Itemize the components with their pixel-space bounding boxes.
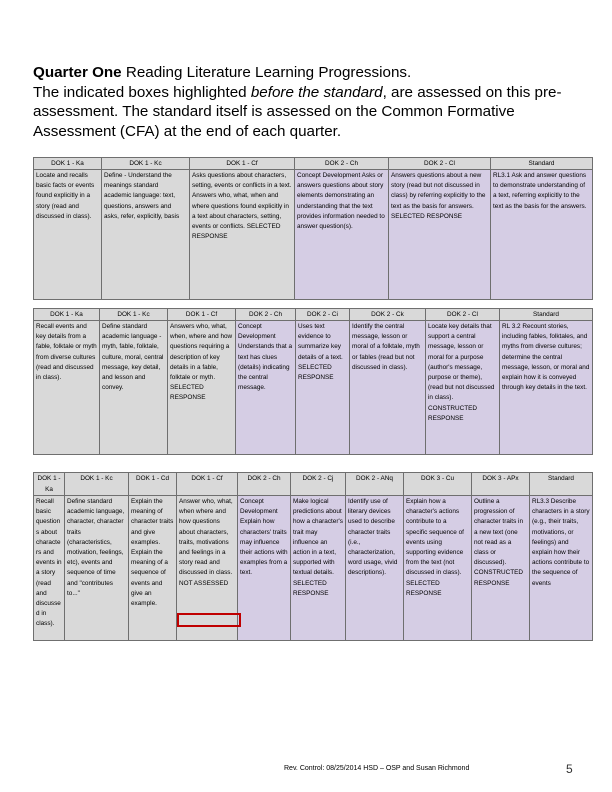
table-cell: Explain how a character's actions contribute to a specific sequence of events using supporting evidence from the text (not discussed in class). SELECTED RESPONSE <box>404 496 472 641</box>
column-header: DOK 1 - Cf <box>168 309 236 321</box>
column-header: Standard <box>500 309 593 321</box>
table-cell: Identify the central message, lesson or moral of a folktale, myth or fables (read but not discussed in class). <box>350 321 426 455</box>
table-cell: Locate and recalls basic facts or events found explicitly in a story (read and discussed in class). <box>34 170 102 300</box>
title-line-1 <box>33 63 583 83</box>
table-cell: Define standard academic language, character, character traits (characteristics, motivation, feelings, etc), events and sequence of time and "contributes to..." <box>65 496 129 641</box>
column-header: DOK 2 - Cj <box>291 473 346 496</box>
column-header: DOK 2 - Ch <box>238 473 291 496</box>
table-cell: Answers who, what, when, where and how questions requiring a description of key details in a fable, folktale or myth. SELECTED RESPONSE <box>168 321 236 455</box>
column-header: DOK 3 - APx <box>472 473 530 496</box>
column-header: DOK 1 - Kc <box>65 473 129 496</box>
column-header: DOK 1 - Cd <box>129 473 177 496</box>
column-header: DOK 2 - ANq <box>346 473 404 496</box>
title-line2-pre: The indicated boxes highlighted <box>33 83 251 101</box>
table-cell: Uses text evidence to summarize key details of a text. SELECTED RESPONSE <box>296 321 350 455</box>
table-cell: Asks questions about characters, setting, events or conflicts in a text. Answers who, what, when and where questions found explicitly in a text about characters, setting, events or conflicts. SELECTED RESPONSE <box>190 170 295 300</box>
progression-table-rl31 <box>33 157 593 300</box>
column-header: DOK 1 - Kc <box>102 158 190 170</box>
table-header-row <box>34 309 593 321</box>
table-cell: Locate key details that support a central message, lesson or moral for a purpose (author's message, purpose or theme), (read but not discussed in class). CONSTRUCTED RESPONSE <box>426 321 500 455</box>
title-line-3: assessment. The standard itself is assessed on the Common Formative <box>33 103 515 120</box>
column-header: DOK 2 - Cl <box>389 158 491 170</box>
table-cell: Answer who, what, when where and how questions about characters, traits, motivations and feelings in a story read and discussed in class. NOT ASSESSED <box>177 496 238 641</box>
column-header: DOK 3 - Cu <box>404 473 472 496</box>
title-quarter: Quarter One <box>33 64 122 81</box>
table-header-row <box>34 473 593 496</box>
table-cell: Concept Development Understands that a text has clues (details) indicating the central message. <box>236 321 296 455</box>
column-header: DOK 1 - Ka <box>34 309 100 321</box>
title-line-4: Assessment (CFA) at the end of each quarter. <box>33 122 342 140</box>
table-cell: Answers questions about a new story (read but not discussed in class) by referring explicitly to the text as the basis for answers. SELECTED RESPONSE <box>389 170 491 300</box>
title-line-2 <box>33 83 583 103</box>
column-header: DOK 1 - Cf <box>190 158 295 170</box>
column-header: Standard <box>530 473 593 496</box>
title-line2-emphasis: before the standard <box>250 83 383 101</box>
column-header: DOK 2 - Ch <box>295 158 389 170</box>
table-row <box>34 170 593 300</box>
column-header: DOK 2 - Ck <box>350 309 426 321</box>
progression-table-rl32 <box>33 308 593 455</box>
table-cell: Outline a progression of character traits in a new text (one not read as a class or discussed). CONSTRUCTED RESPONSE <box>472 496 530 641</box>
title-line1-rest: Reading Literature Learning Progressions. <box>121 64 412 81</box>
column-header: DOK 1 - Ka <box>34 158 102 170</box>
table-cell: Make logical predictions about how a character's trait may influence an action in a text, supported with textual details. SELECTED RESPONSE <box>291 496 346 641</box>
page-title <box>33 63 583 141</box>
table-cell: Explain the meaning of character traits and give examples. Explain the meaning of a sequence of events and give an example. <box>129 496 177 641</box>
table-cell: Define standard academic language - myth, fable, folktale, culture, moral, central message, key detail, and lesson and convey. <box>100 321 168 455</box>
progression-table-rl33 <box>33 472 593 641</box>
title-line2-post: , are assessed on this pre- <box>382 83 562 101</box>
column-header: DOK 2 - Ci <box>296 309 350 321</box>
not-assessed-highlight-box <box>177 613 241 627</box>
column-header: DOK 1 - Ka <box>34 473 65 496</box>
column-header: Standard <box>491 158 593 170</box>
standard-cell: RL3.3 Describe characters in a story (e.g., their traits, motivations, or feelings) and explain how their actions contribute to the sequence of events <box>530 496 593 641</box>
page-number: 5 <box>566 762 573 776</box>
column-header: DOK 2 - Cl <box>426 309 500 321</box>
standard-cell: RL 3.2 Recount stories, including fables, folktales, and myths from diverse cultures; determine the central message, lesson, or moral and explain how it is conveyed through key details in the text. <box>500 321 593 455</box>
footer-revision: Rev. Control: 08/25/2014 HSD – OSP and Susan Richmond <box>284 765 470 772</box>
table-header-row <box>34 158 593 170</box>
table-cell: Recall basic questions about characters and events in a story (read and discussed in class). <box>34 496 65 641</box>
column-header: DOK 1 - Cf <box>177 473 238 496</box>
table-cell: Concept Development Explain how characters' traits may influence their actions with examples from a text. <box>238 496 291 641</box>
standard-cell: RL3.1 Ask and answer questions to demonstrate understanding of a text, referring explicitly to the text as the basis for the answers. <box>491 170 593 300</box>
table-cell: Concept Development Asks or answers questions about story elements demonstrating an understanding that the text provides information needed to answer question(s). <box>295 170 389 300</box>
table-cell: Recall events and key details from a fable, folktale or myth from diverse cultures (read and discussed in class). <box>34 321 100 455</box>
column-header: DOK 1 - Kc <box>100 309 168 321</box>
table-cell: Define - Understand the meanings standard academic language: text, questions, answers and asks, refer, explicitly, basis <box>102 170 190 300</box>
table-row <box>34 496 593 641</box>
column-header: DOK 2 - Ch <box>236 309 296 321</box>
table-row <box>34 321 593 455</box>
table-cell: Identify use of literary devices used to describe character traits (i.e., characterization, word usage, vivid descriptions). <box>346 496 404 641</box>
